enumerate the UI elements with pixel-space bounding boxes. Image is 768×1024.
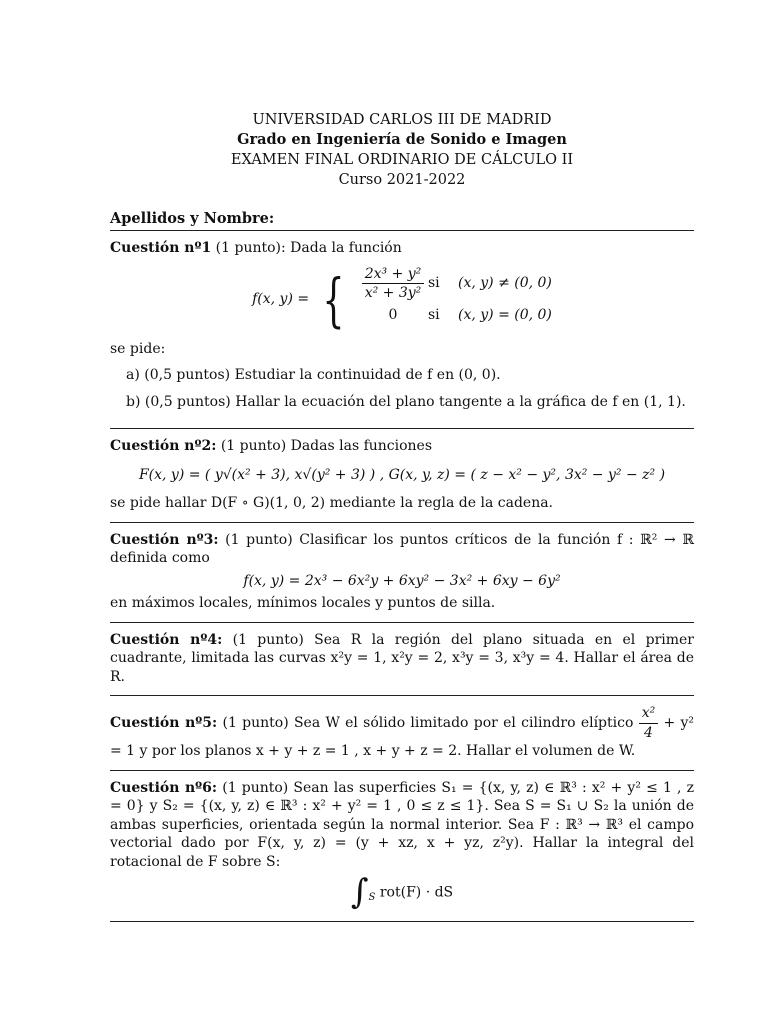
exam-title: EXAMEN FINAL ORDINARIO DE CÁLCULO II — [230, 152, 574, 168]
question-4-text: (1 punto) Sea R la región del plano situada en el primer cuadrante, limitada las curvas x²y = 1, x²y = 2, x³y = 3, x³y = 4. Hallar el área de R. — [110, 631, 694, 685]
question-1-intro: (1 punto): Dada la función — [211, 240, 402, 256]
piecewise-function — [110, 265, 694, 334]
exam-page — [110, 110, 694, 922]
item-b: b) (0,5 puntos) Hallar la ecuación del plano tangente a la gráfica de f en (1, 1). — [126, 393, 686, 410]
case-si-1: si — [428, 275, 440, 292]
question-2-intro: (1 punto) Dadas las funciones — [216, 438, 433, 454]
question-3-title: Cuestión nº3: — [110, 531, 219, 548]
fraction-numerator: 2x³ + y² — [362, 265, 425, 285]
fraction-denominator: 4 — [643, 724, 653, 741]
question-2-formula: F(x, y) = ( y√(x² + 3), x√(y² + 3) ) , G(x, y, z) = ( z − x² − y², 3x² − y² − z² ) — [138, 466, 666, 483]
divider — [110, 921, 694, 922]
case-value-zero: 0 — [388, 307, 398, 324]
question-5-text-2: + y² = 1 y por los planos x + y + z = 1 , x + y + z = 2. Hallar el volumen de W. — [110, 715, 695, 759]
question-3-intro: (1 punto) Clasificar los puntos críticos de la función f : ℝ² → ℝ definida como — [110, 531, 694, 566]
name-label: Apellidos y Nombre: — [110, 210, 275, 227]
degree-name: Grado en Ingeniería de Sonido e Imagen — [237, 131, 567, 148]
question-1-items — [126, 366, 694, 411]
integral-subscript: S — [368, 892, 376, 904]
se-pide: se pide: — [110, 340, 166, 357]
fraction-numerator: x² — [639, 704, 659, 724]
function-lhs: f(x, y) = — [252, 291, 310, 308]
integral-sign: ∫ — [350, 872, 369, 912]
case-condition-1: (x, y) ≠ (0, 0) — [458, 275, 552, 292]
university-name: UNIVERSIDAD CARLOS III DE MADRID — [252, 112, 552, 128]
fraction-denominator: x² + 3y² — [364, 285, 422, 301]
question-4-title: Cuestión nº4: — [110, 631, 223, 648]
brace-symbol: { — [322, 265, 345, 334]
question-3-formula: f(x, y) = 2x³ − 6x²y + 6xy² − 3x² + 6xy − 6y² — [243, 572, 561, 589]
cases — [358, 265, 552, 332]
item-a: a) (0,5 puntos) Estudiar la continuidad de f en (0, 0). — [126, 367, 501, 383]
case-si-2: si — [428, 307, 440, 324]
question-6-text: (1 punto) Sean las superficies S₁ = {(x, y, z) ∈ ℝ³ : x² + y² ≤ 1 , z = 0} y S₂ = {(x, y, z) ∈ ℝ³ : x² + y² = 1 , 0 ≤ z ≤ 1}. Sea S = S₁ ∪ S₂ la unión de ambas superficies, orientada según la normal interior. Sea F : ℝ³ → ℝ³ el campo vectorial dado por F(x, y, z) = (y + xz, x + yz, z²y). Hallar la integral del rotacional de F sobre S: — [110, 779, 695, 870]
case-condition-2: (x, y) = (0, 0) — [458, 307, 552, 324]
question-2-text: se pide hallar D(F ∘ G)(1, 0, 2) mediante la regla de la cadena. — [110, 495, 554, 511]
integrand: rot(F) · dS — [379, 884, 454, 901]
question-5 — [110, 696, 694, 770]
question-6 — [110, 771, 694, 921]
question-2-title: Cuestión nº2: — [110, 438, 217, 454]
question-3 — [110, 523, 694, 622]
question-6-title: Cuestión nº6: — [110, 779, 218, 796]
question-1-title: Cuestión nº1 — [110, 240, 212, 256]
question-2 — [110, 429, 694, 522]
question-1 — [110, 231, 694, 428]
question-4 — [110, 623, 694, 696]
question-3-text: en máximos locales, mínimos locales y puntos de silla. — [110, 595, 496, 611]
exam-header — [110, 110, 694, 190]
surface-integral — [110, 872, 694, 912]
fraction — [362, 265, 425, 303]
question-5-title: Cuestión nº5: — [110, 715, 218, 731]
question-5-text-1: (1 punto) Sea W el sólido limitado por el cilindro elíptico — [217, 715, 639, 731]
course-year: Curso 2021-2022 — [338, 172, 466, 188]
fraction — [639, 704, 659, 742]
